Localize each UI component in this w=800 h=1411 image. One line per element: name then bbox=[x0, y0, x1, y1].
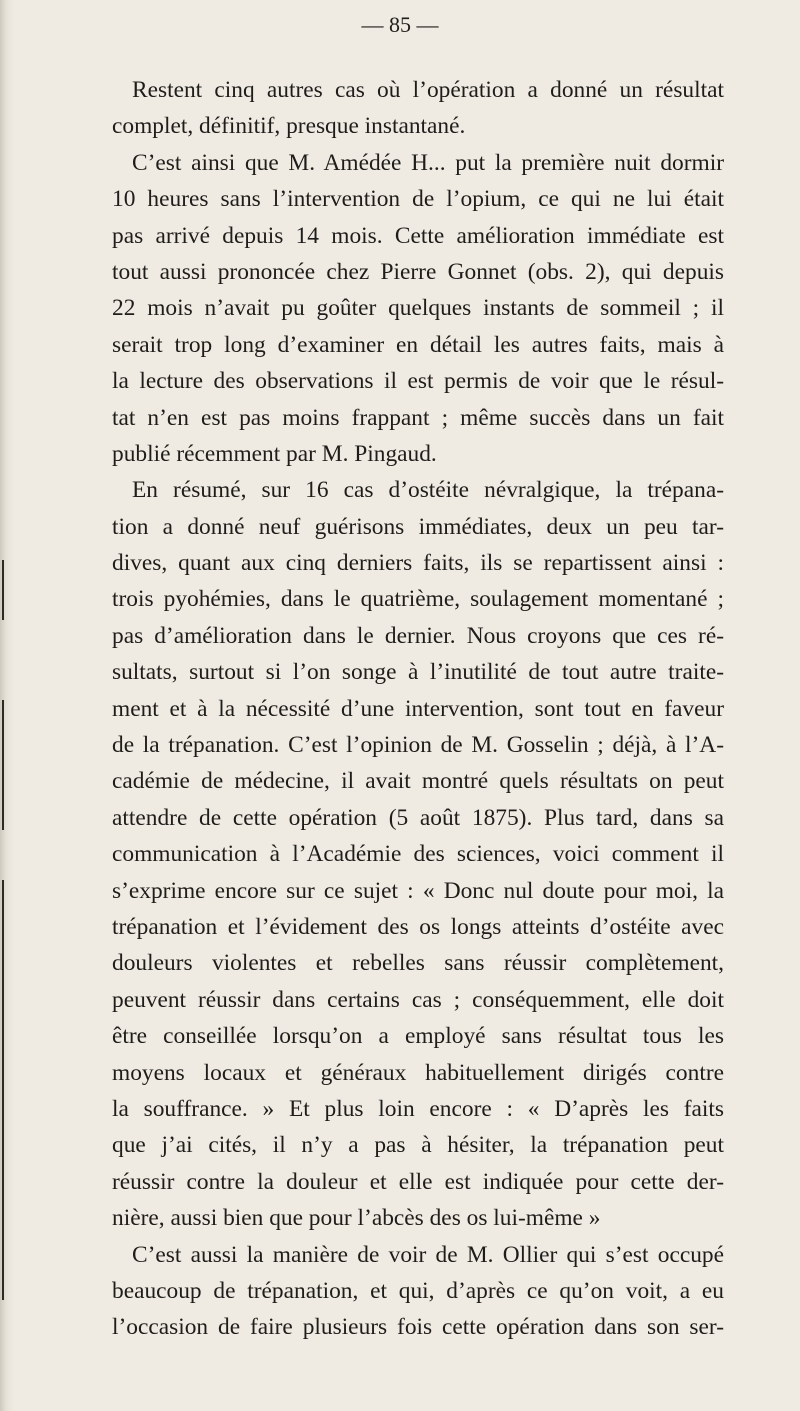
text-line: la souffrance. » Et plus loin encore : « D’après les faits bbox=[112, 1095, 724, 1122]
text-line: s’exprime encore sur ce sujet : « Donc nul doute pour moi, la bbox=[112, 877, 724, 904]
text-line: attendre de cette opération (5 août 1875). Plus tard, dans sa bbox=[112, 804, 724, 831]
page-number: — 85 — bbox=[361, 12, 439, 37]
text-line: moyens locaux et généraux habituellement dirigés contre bbox=[112, 1059, 724, 1086]
text-line: trois pyohémies, dans le quatrième, soulagement momentané ; bbox=[112, 586, 724, 613]
text-line: dives, quant aux cinq derniers faits, ils se repartissent ainsi : bbox=[112, 550, 724, 577]
text-line: la lecture des observations il est permis de voir que le résul- bbox=[112, 368, 724, 395]
text-line: 10 heures sans l’intervention de l’opium, ce qui ne lui était bbox=[112, 186, 724, 213]
text-line: beaucoup de trépanation, et qui, d’après ce qu’on voit, a eu bbox=[112, 1277, 724, 1304]
text-line: nière, aussi bien que pour l’abcès des os lui-même » bbox=[112, 1205, 601, 1232]
text-line: C’est aussi la manière de voir de M. Ollier qui s’est occupé bbox=[132, 1241, 724, 1268]
text-line: réussir contre la douleur et elle est indiquée pour cette der- bbox=[112, 1168, 724, 1195]
text-line: trépanation et l’évidement des os longs atteints d’ostéite avec bbox=[112, 913, 724, 940]
text-line: douleurs violentes et rebelles sans réussir complètement, bbox=[112, 950, 724, 977]
text-line: pas arrivé depuis 14 mois. Cette amélioration immédiate est bbox=[112, 222, 724, 249]
text-line: ment et à la nécessité d’une intervention, sont tout en faveur bbox=[112, 695, 724, 722]
text-line: complet, définitif, presque instantané. bbox=[112, 113, 466, 140]
text-line: être conseillée lorsqu’on a employé sans résultat tous les bbox=[112, 1023, 724, 1050]
gutter-shadow-mark bbox=[2, 880, 4, 1300]
text-line: En résumé, sur 16 cas d’ostéite névralgique, la trépana- bbox=[132, 477, 724, 504]
text-line: tout aussi prononcée chez Pierre Gonnet (obs. 2), qui depuis bbox=[112, 258, 724, 285]
text-line: peuvent réussir dans certains cas ; conséquemment, elle doit bbox=[112, 986, 724, 1013]
text-line: que j’ai cités, il n’y a pas à hésiter, la trépanation peut bbox=[112, 1132, 724, 1159]
text-line: Restent cinq autres cas où l’opération a donné un résultat bbox=[132, 77, 724, 103]
text-line: l’occasion de faire plusieurs fois cette opération dans son ser- bbox=[112, 1314, 724, 1341]
text-line: publié récemment par M. Pingaud. bbox=[112, 440, 437, 467]
text-line: tion a donné neuf guérisons immédiates, deux un peu tar- bbox=[112, 513, 724, 540]
text-line: pas d’amélioration dans le dernier. Nous croyons que ces ré- bbox=[112, 622, 724, 649]
body-text bbox=[112, 72, 724, 1346]
binding-gutter bbox=[0, 0, 14, 1411]
gutter-shadow-mark bbox=[2, 560, 4, 620]
text-line: communication à l’Académie des sciences, voici comment il bbox=[112, 841, 724, 868]
text-line: sultats, surtout si l’on songe à l’inutilité de tout autre traite- bbox=[112, 659, 724, 686]
text-line: de la trépanation. C’est l’opinion de M. Gosselin ; déjà, à l’A- bbox=[112, 732, 724, 759]
text-line: C’est ainsi que M. Amédée H... put la première nuit dormir bbox=[132, 149, 724, 176]
gutter-shadow-mark bbox=[2, 700, 4, 830]
text-line: tat n’en est pas moins frappant ; même succès dans un fait bbox=[112, 404, 724, 431]
text-line: serait trop long d’examiner en détail les autres faits, mais à bbox=[112, 331, 724, 358]
text-line: 22 mois n’avait pu goûter quelques instants de sommeil ; il bbox=[112, 295, 724, 322]
text-line: cadémie de médecine, il avait montré quels résultats on peut bbox=[112, 768, 724, 795]
